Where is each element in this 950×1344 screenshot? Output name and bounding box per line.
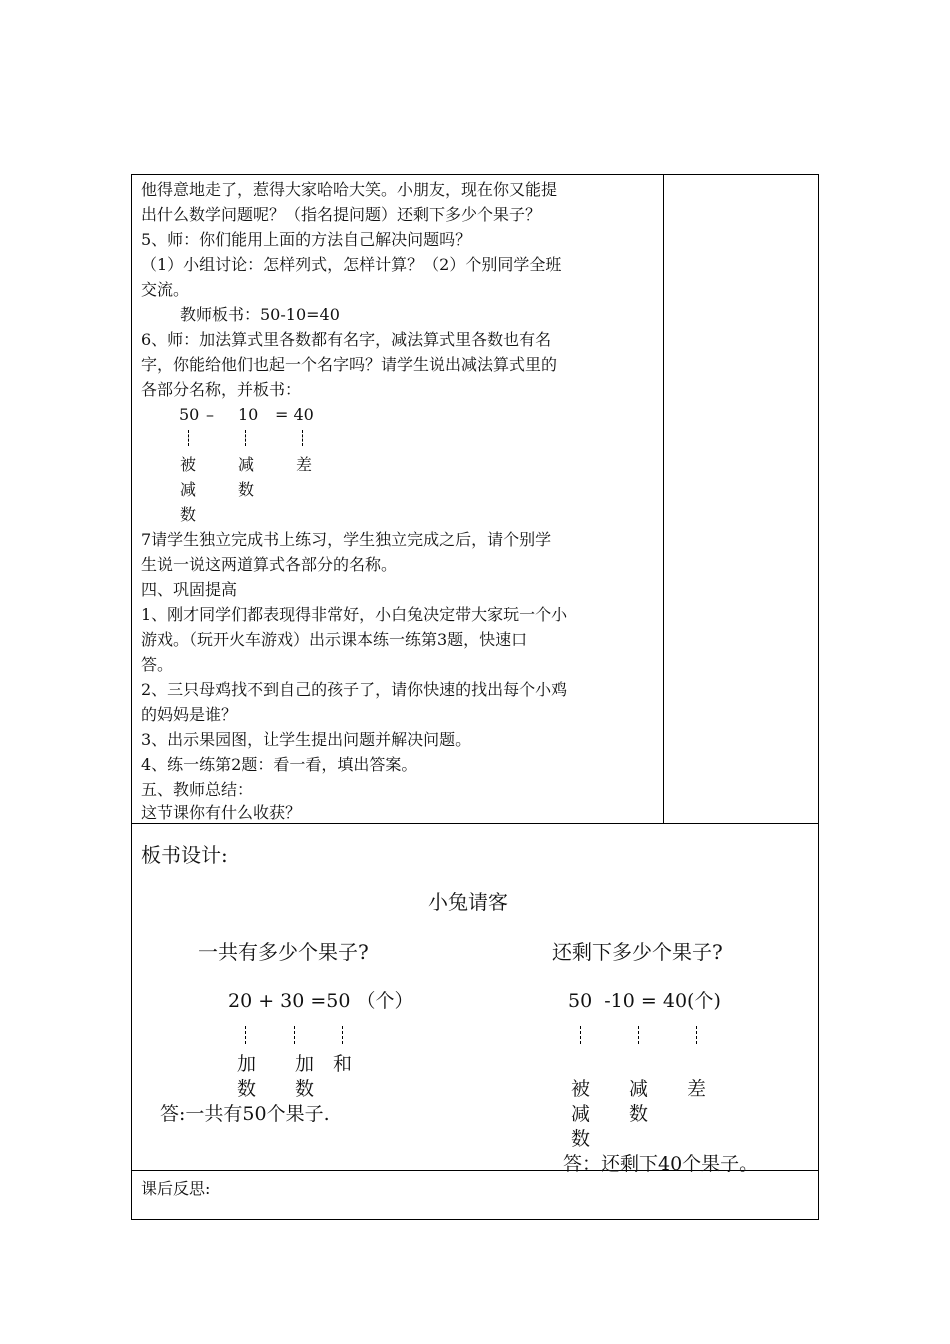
connector-sum xyxy=(342,1026,343,1044)
name-minuend-2: 减 xyxy=(180,480,197,499)
section-heading: 五、教师总结： xyxy=(141,780,254,799)
lesson-line: 他得意地走了，惹得大家哈哈大笑。小朋友，现在你又能提 xyxy=(141,180,558,199)
connector-minuend xyxy=(188,430,189,446)
right-equation: 50 -10 = 40(个) xyxy=(568,990,721,1012)
table-border-top xyxy=(131,174,819,175)
lesson-line: 答。 xyxy=(141,655,174,674)
connector-subtrahend xyxy=(638,1026,639,1044)
left-name-addend1-1: 加 xyxy=(237,1053,257,1075)
lesson-line: 交流。 xyxy=(141,280,190,299)
right-name-difference: 差 xyxy=(687,1078,707,1100)
name-subtrahend-2: 数 xyxy=(238,480,255,499)
table-border-right xyxy=(818,174,819,1220)
connector-difference xyxy=(696,1026,697,1044)
board-label: 板书设计: xyxy=(141,843,228,867)
right-name-subtrahend-1: 减 xyxy=(629,1078,649,1100)
board-title: 小兔请客 xyxy=(428,890,508,914)
lesson-line: 字，你能给他们也起一个名字吗？请学生说出减法算式里的 xyxy=(141,355,558,374)
right-name-minuend-3: 数 xyxy=(571,1128,591,1150)
lesson-line: 出什么数学问题呢？（指名提问题）还剩下多少个果子？ xyxy=(141,205,542,224)
connector-addend2 xyxy=(294,1026,295,1044)
name-difference: 差 xyxy=(296,455,313,474)
lesson-line: 6、师：加法算式里各数都有名字，减法算式里各数也有名 xyxy=(141,330,552,349)
connector-difference xyxy=(302,430,303,446)
table-border-left xyxy=(131,174,132,1220)
lesson-line: 5、师：你们能用上面的方法自己解决问题吗？ xyxy=(141,230,472,249)
right-answer: 答：还剩下40个果子。 xyxy=(563,1153,759,1175)
lesson-line-board-note: 教师板书：50-10=40 xyxy=(180,305,340,324)
left-name-addend1-2: 数 xyxy=(237,1078,257,1100)
lesson-line: 4、练一练第2题：看一看，填出答案。 xyxy=(141,755,418,774)
equation-subtrahend: 10 xyxy=(238,405,259,424)
left-question: 一共有多少个果子? xyxy=(198,940,369,964)
right-name-minuend-1: 被 xyxy=(571,1078,591,1100)
equation-minuend: 50 xyxy=(179,405,200,424)
connector-subtrahend xyxy=(245,430,246,446)
left-answer: 答:一共有50个果子. xyxy=(160,1103,330,1125)
connector-minuend xyxy=(580,1026,581,1044)
lesson-line: （1）小组讨论：怎样列式，怎样计算？（2）个别同学全班 xyxy=(141,255,562,274)
table-divider-column xyxy=(663,174,664,824)
equation-operator: – xyxy=(206,405,214,424)
right-name-minuend-2: 减 xyxy=(571,1103,591,1125)
right-name-subtrahend-2: 数 xyxy=(629,1103,649,1125)
lesson-line: 2、三只母鸡找不到自己的孩子了，请你快速的找出每个小鸡 xyxy=(141,680,568,699)
reflection-label: 课后反思: xyxy=(141,1179,211,1198)
name-subtrahend-1: 减 xyxy=(238,455,255,474)
section-heading: 四、巩固提高 xyxy=(141,580,238,599)
left-name-sum: 和 xyxy=(333,1053,353,1075)
name-minuend-1: 被 xyxy=(180,455,197,474)
connector-addend1 xyxy=(245,1026,246,1044)
left-name-addend2-1: 加 xyxy=(295,1053,315,1075)
left-name-addend2-2: 数 xyxy=(295,1078,315,1100)
lesson-line: 3、出示果园图，让学生提出问题并解决问题。 xyxy=(141,730,472,749)
lesson-line: 7请学生独立完成书上练习，学生独立完成之后，请个别学 xyxy=(141,530,552,549)
lesson-line: 游戏。（玩开火车游戏）出示课本练一练第3题，快速口 xyxy=(141,630,528,649)
equation-result: = 40 xyxy=(275,405,314,424)
lesson-line: 1、刚才同学们都表现得非常好，小白兔决定带大家玩一个小 xyxy=(141,605,568,624)
name-minuend-3: 数 xyxy=(180,505,197,524)
lesson-line: 这节课你有什么收获？ xyxy=(141,803,302,822)
lesson-line: 的妈妈是谁？ xyxy=(141,705,238,724)
table-border-bottom xyxy=(131,1219,819,1220)
right-question: 还剩下多少个果子? xyxy=(552,940,723,964)
lesson-line: 生说一说这两道算式各部分的名称。 xyxy=(141,555,398,574)
left-equation: 20 + 30 =50 （个） xyxy=(228,990,414,1012)
lesson-line: 各部分名称，并板书： xyxy=(141,380,302,399)
